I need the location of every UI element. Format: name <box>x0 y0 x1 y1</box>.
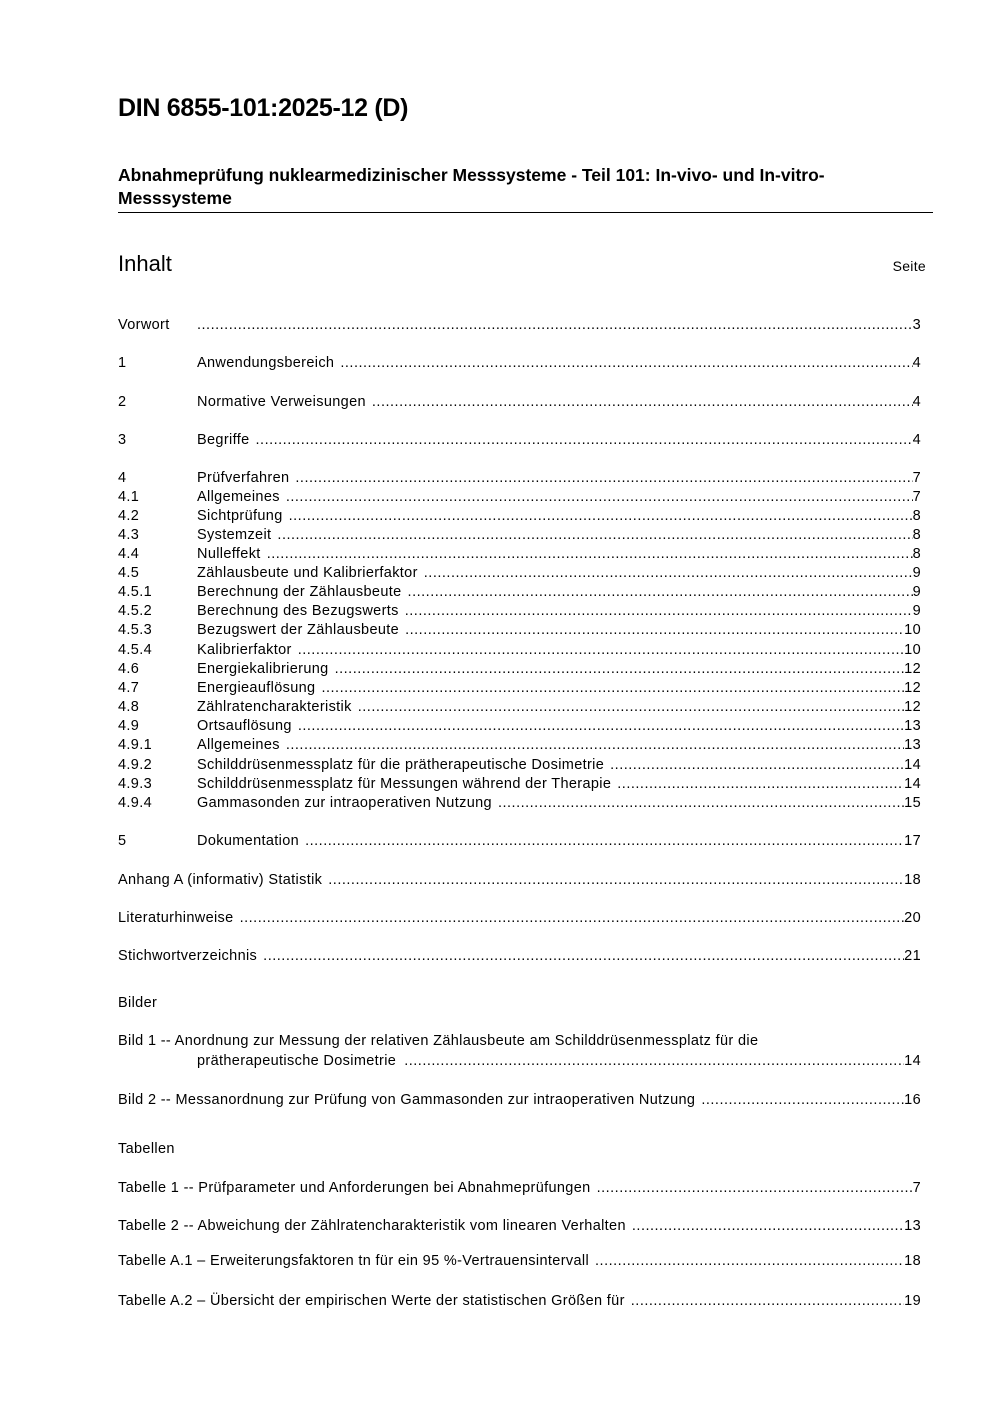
toc-entry-number: 3 <box>118 432 127 448</box>
table-entry-page: 7 <box>912 1180 921 1196</box>
toc-entry-title: Stichwortverzeichnis <box>118 948 258 964</box>
figure-entry-page: 16 <box>904 1092 921 1108</box>
toc-entry-title: Gammasonden zur intraoperativen Nutzung <box>197 795 492 811</box>
toc-leader <box>404 1052 904 1071</box>
toc-entry[interactable] <box>118 679 921 698</box>
toc-entry-title: Schilddrüsenmessplatz für Messungen während der Therapie <box>197 776 612 792</box>
toc-leader <box>286 736 904 755</box>
toc-entry-number: 4.2 <box>118 508 140 524</box>
toc-entry-title: Sichtprüfung <box>197 508 283 524</box>
table-entry[interactable] <box>118 1252 921 1271</box>
toc-entry[interactable] <box>118 717 921 736</box>
toc-entry[interactable] <box>118 393 921 412</box>
toc-entry-page: 18 <box>904 872 921 888</box>
toc-entry-title: Zählausbeute und Kalibrierfaktor <box>197 565 418 581</box>
toc-entry-title: Literaturhinweise <box>118 910 234 926</box>
figure-entry-title: Bild 2 -- Messanordnung zur Prüfung von Gammasonden zur intraoperativen Nutzung <box>118 1092 696 1108</box>
table-entry-title: Tabelle 2 -- Abweichung der Zählratencharakteristik vom linearen Verhalten <box>118 1218 626 1234</box>
figures-label: Bilder <box>118 995 158 1011</box>
toc-entry-title: Nulleffekt <box>197 546 261 562</box>
toc-entry-page: 12 <box>904 699 921 715</box>
toc-entry-page: 4 <box>912 355 921 371</box>
toc-entry[interactable] <box>118 354 921 373</box>
toc-leader <box>610 756 904 775</box>
table-entry-title: Tabelle A.1 – Erweiterungsfaktoren tn für ein 95 %-Vertrauensintervall <box>118 1253 590 1269</box>
toc-leader <box>286 488 913 507</box>
toc-entry-page: 21 <box>904 948 921 964</box>
toc-entry-title: Zählratencharakteristik <box>197 699 352 715</box>
toc-entry-page: 7 <box>912 470 921 486</box>
table-entry[interactable] <box>118 1292 921 1311</box>
toc-entry-title: Prüfverfahren <box>197 470 290 486</box>
toc-page-label: Seite <box>892 258 926 274</box>
toc-entry-page: 8 <box>912 527 921 543</box>
toc-entry[interactable] <box>118 660 921 679</box>
toc-leader <box>197 316 913 335</box>
document-title: Abnahmeprüfung nuklearmedizinischer Messsysteme - Teil 101: In-vivo- und In-vitro-Messsysteme <box>118 164 933 213</box>
toc-leader <box>358 698 904 717</box>
figure-entry-line1[interactable]: Bild 1 -- Anordnung zur Messung der relativen Zählausbeute am Schilddrüsenmessplatz für die <box>118 1033 759 1049</box>
toc-entry-number: 4.4 <box>118 546 140 562</box>
toc-leader <box>263 947 904 966</box>
toc-entry-number: 4.1 <box>118 489 140 505</box>
toc-entry-page: 7 <box>912 489 921 505</box>
table-entry-page: 18 <box>904 1253 921 1269</box>
toc-entry-number: 4.6 <box>118 661 140 677</box>
toc-entry-title: Begriffe <box>197 432 250 448</box>
toc-leader <box>305 832 904 851</box>
toc-leader <box>595 1252 904 1271</box>
toc-leader <box>277 526 912 545</box>
toc-entry-number: 5 <box>118 833 127 849</box>
toc-leader <box>498 794 904 813</box>
toc-entry-page: 12 <box>904 680 921 696</box>
toc-entry[interactable] <box>118 526 921 545</box>
toc-entry[interactable] <box>118 621 921 640</box>
toc-leader <box>632 1217 904 1236</box>
toc-entry-title: Anwendungsbereich <box>197 355 335 371</box>
toc-entry-bibliography[interactable] <box>118 909 921 928</box>
toc-entry-number: 4 <box>118 470 127 486</box>
toc-entry-number: 4.8 <box>118 699 140 715</box>
toc-entry-number: 4.9.2 <box>118 757 152 773</box>
toc-entry[interactable] <box>118 794 921 813</box>
toc-leader <box>405 621 904 640</box>
toc-entry-number: 4.5.4 <box>118 642 152 658</box>
toc-entry-page: 14 <box>904 757 921 773</box>
toc-entry[interactable] <box>118 488 921 507</box>
toc-entry-number: 4.5.2 <box>118 603 152 619</box>
toc-entry-title: Normative Verweisungen <box>197 394 366 410</box>
toc-leader <box>335 660 905 679</box>
toc-entry-page: 14 <box>904 776 921 792</box>
toc-entry-number: 4.3 <box>118 527 140 543</box>
toc-entry-title: Kalibrierfaktor <box>197 642 292 658</box>
table-entry-page: 13 <box>904 1218 921 1234</box>
toc-entry-title: Anhang A (informativ) Statistik <box>118 872 323 888</box>
toc-entry-number: 4.5.1 <box>118 584 152 600</box>
toc-entry-number: 4.5.3 <box>118 622 152 638</box>
toc-leader <box>256 431 913 450</box>
toc-entry-number: 4.9.1 <box>118 737 152 753</box>
toc-entry-title: Bezugswert der Zählausbeute <box>197 622 400 638</box>
toc-entry[interactable] <box>118 775 921 794</box>
figure-entry[interactable] <box>197 1052 921 1071</box>
toc-entry-page: 4 <box>912 394 921 410</box>
toc-entry-title: Schilddrüsenmessplatz für die prätherapeutische Dosimetrie <box>197 757 605 773</box>
toc-entry[interactable] <box>118 602 921 621</box>
toc-entry-page: 4 <box>912 432 921 448</box>
toc-leader <box>267 545 913 564</box>
toc-entry-page: 13 <box>904 718 921 734</box>
toc-leader <box>289 507 913 526</box>
toc-entry-number: 1 <box>118 355 127 371</box>
toc-leader <box>298 717 904 736</box>
table-entry-page: 19 <box>904 1293 921 1309</box>
toc-entry-page: 10 <box>904 622 921 638</box>
toc-leader <box>372 393 913 412</box>
toc-leader <box>631 1292 904 1311</box>
toc-entry-page: 8 <box>912 546 921 562</box>
toc-entry-page: 9 <box>912 584 921 600</box>
toc-entry-title: Energiekalibrierung <box>197 661 329 677</box>
toc-entry[interactable] <box>118 641 921 660</box>
toc-leader <box>405 602 913 621</box>
toc-heading: Inhalt <box>118 251 172 276</box>
toc-leader <box>340 354 912 373</box>
toc-entry-page: 20 <box>904 910 921 926</box>
toc-entry-page: 10 <box>904 642 921 658</box>
toc-entry-page: 3 <box>912 317 921 333</box>
table-entry[interactable] <box>118 1217 921 1236</box>
toc-entry-number: 4.7 <box>118 680 140 696</box>
figure-entry-title: prätherapeutische Dosimetrie <box>197 1053 397 1069</box>
toc-entry-page: 9 <box>912 603 921 619</box>
toc-entry-title: Systemzeit <box>197 527 272 543</box>
toc-entry-vorwort[interactable] <box>118 316 921 335</box>
toc-entry-label: Vorwort <box>118 317 170 333</box>
toc-entry-page: 13 <box>904 737 921 753</box>
toc-entry-title: Dokumentation <box>197 833 300 849</box>
document-id: DIN 6855-101:2025-12 (D) <box>118 94 409 122</box>
toc-entry-number: 4.9 <box>118 718 140 734</box>
toc-entry-title: Berechnung des Bezugswerts <box>197 603 399 619</box>
toc-entry-page: 12 <box>904 661 921 677</box>
toc-entry[interactable] <box>118 736 921 755</box>
table-entry[interactable] <box>118 1179 921 1198</box>
figure-entry[interactable] <box>118 1091 921 1110</box>
toc-entry-page: 8 <box>912 508 921 524</box>
toc-entry-number: 4.9.4 <box>118 795 152 811</box>
toc-leader <box>328 871 904 890</box>
toc-entry[interactable] <box>118 564 921 583</box>
toc-entry-page: 15 <box>904 795 921 811</box>
toc-leader <box>424 564 913 583</box>
toc-entry-index[interactable] <box>118 947 921 966</box>
figure-entry-page: 14 <box>904 1053 921 1069</box>
toc-entry[interactable] <box>118 431 921 450</box>
toc-entry-title: Berechnung der Zählausbeute <box>197 584 402 600</box>
toc-entry[interactable] <box>118 545 921 564</box>
toc-leader <box>298 641 904 660</box>
toc-leader <box>597 1179 913 1198</box>
toc-entry-number: 4.5 <box>118 565 140 581</box>
toc-entry-title: Allgemeines <box>197 489 280 505</box>
toc-leader <box>617 775 904 794</box>
toc-entry[interactable] <box>118 698 921 717</box>
table-entry-title: Tabelle A.2 – Übersicht der empirischen Werte der statistischen Größen für <box>118 1293 625 1309</box>
toc-leader <box>240 909 905 928</box>
toc-entry[interactable] <box>118 832 921 851</box>
toc-leader <box>408 583 913 602</box>
toc-entry[interactable] <box>118 469 921 488</box>
tables-label: Tabellen <box>118 1141 175 1157</box>
toc-entry[interactable] <box>118 756 921 775</box>
toc-leader <box>295 469 912 488</box>
toc-entry[interactable] <box>118 507 921 526</box>
toc-entry[interactable] <box>118 583 921 602</box>
toc-entry-annex[interactable] <box>118 871 921 890</box>
toc-entry-page: 17 <box>904 833 921 849</box>
toc-entry-title: Allgemeines <box>197 737 280 753</box>
toc-entry-number: 4.9.3 <box>118 776 152 792</box>
toc-entry-page: 9 <box>912 565 921 581</box>
toc-entry-title: Energieauflösung <box>197 680 316 696</box>
toc-leader <box>701 1091 904 1110</box>
table-entry-title: Tabelle 1 -- Prüfparameter und Anforderungen bei Abnahmeprüfungen <box>118 1180 591 1196</box>
toc-leader <box>321 679 904 698</box>
toc-entry-number: 2 <box>118 394 127 410</box>
toc-entry-title: Ortsauflösung <box>197 718 292 734</box>
